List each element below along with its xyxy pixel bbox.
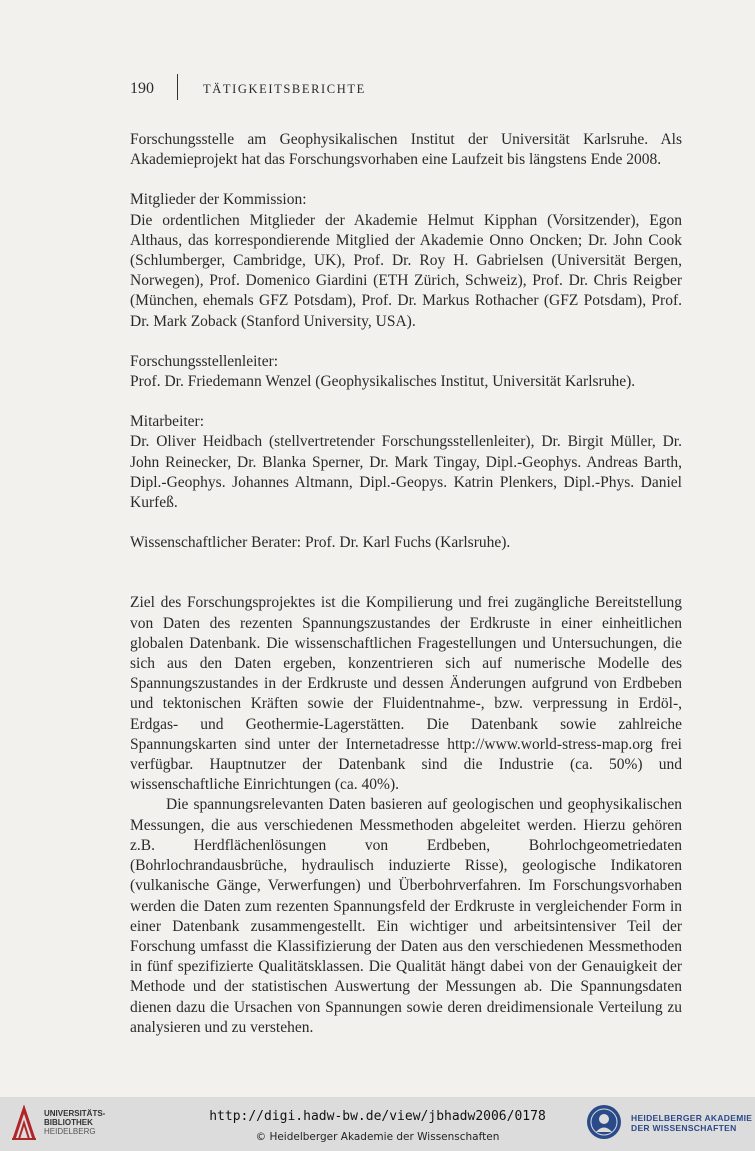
header-divider bbox=[177, 74, 178, 100]
leader-heading: Forschungsstellenleiter: bbox=[130, 352, 279, 370]
leader-text: Prof. Dr. Friedemann Wenzel (Geophysikalisches Institut, Universität Karlsruhe). bbox=[130, 373, 636, 391]
footer-bar bbox=[0, 1097, 755, 1151]
copyright-notice: © Heidelberger Akademie der Wissenschaften bbox=[255, 1131, 500, 1143]
staff-heading: Mitarbeiter: bbox=[130, 413, 205, 431]
running-title: TÄTIGKEITSBERICHTE bbox=[203, 82, 366, 96]
academy-name: HEIDELBERGER AKADEMIE DER WISSENSCHAFTEN bbox=[631, 1113, 753, 1133]
academy-seal-icon bbox=[585, 1103, 623, 1141]
page-header bbox=[130, 80, 690, 102]
intro-paragraph: Forschungsstelle am Geophysikalischen Institut der Universität Karlsruhe. Als Akademieprojekt hat das Forschungsvorhaben eine Laufzeit bis längstens Ende 2008. bbox=[130, 131, 682, 169]
members-text: Die ordentlichen Mitglieder der Akademie Helmut Kipphan (Vorsitzender), Egon Althaus, das korrespondierende Mitglied der Akademie Onno Oncken; Dr. John Cook (Schlumberger, Cambridge, UK), Prof. Dr. Roy H. Gabrielsen (Universität Bergen, Norwegen), Prof. Domenico Giardini (ETH Zürich, Schweiz), Prof. Dr. Chris Reigber (München, ehemals GFZ Potsdam), Prof. Dr. Markus Rothacher (GFZ Potsdam), Prof. Dr. Mark Zoback (Stanford University, USA). bbox=[130, 211, 682, 330]
body-paragraph-1: Ziel des Forschungsprojektes ist die Kompilierung und frei zugängliche Bereitstellung von Daten des rezenten Spannungszustandes der Erdkruste in einer einheitlichen globalen Datenbank. Die wissenschaftlichen Fragestellungen und Untersuchungen, die sich aus den Daten ergeben, konzentrieren sich auf numerische Modelle des Spannungszustandes in der Erdkruste und dessen Änderungen aufgrund von Erdbeben und tektonischen Kräften sowie der Fluidentnahme-, bzw. verpressung in Erdöl-, Erdgas- und Geothermie-Lagerstätten. Die Datenbank sowie zahlreiche Spannungskarten sind unter der Internetadresse http://www.world-stress-map.org frei verfügbar. Hauptnutzer der Datenbank sind die Industrie (ca. 50%) und wissenschaftliche Einrichtungen (ca. 40%). bbox=[130, 594, 682, 794]
page-number: 190 bbox=[130, 80, 154, 97]
permalink[interactable]: http://digi.hadw-bw.de/view/jbhadw2006/0178 bbox=[209, 1109, 546, 1124]
body-paragraph-2: Die spannungsrelevanten Daten basieren auf geologischen und geophysikalischen Messungen, die aus verschiedenen Messmethoden abgeleitet werden. Hierzu gehören z.B. Herdflächenlösungen von Erdbeben, Bohrlochgeometriedaten (Bohrlochrandausbrüche, hydraulisch induzierte Risse), geologische Indikatoren (vulkanische Gänge, Verwerfungen) und Überbohrverfahren. Im Forschungsvorhaben werden die Daten zum rezenten Spannungsfeld der Erdkruste in vergleichender Form in einer Datenbank zusammengestellt. Ein wichtiger und arbeitsintensiver Teil der Forschung umfasst die Klassifizierung der Daten aus den verschiedenen Messmethoden in fünf spezifizierte Qualitätsklassen. Die Qualität hängt dabei von der Genauigkeit der Methode und der statistischen Auswertung der Messungen ab. Die Spannungsdaten dienen dazu die Ursachen von Spannungen sowie deren dreidimensionale Verteilung zu analysieren und zu verstehen. bbox=[130, 796, 682, 1036]
members-heading: Mitglieder der Kommission: bbox=[130, 191, 307, 209]
library-name: UNIVERSITÄTS- BIBLIOTHEK HEIDELBERG bbox=[44, 1109, 106, 1136]
staff-text: Dr. Oliver Heidbach (stellvertretender Forschungsstellenleiter), Dr. Birgit Müller, Dr. John Reinecker, Dr. Blanka Sperner, Dr. Mark Tingay, Dipl.-Geophys. Andreas Barth, Dipl.-Geophys. Johannes Altmann, Dipl.-Geopys. Katrin Plenkers, Dipl.-Phys. Daniel Kurfeß. bbox=[130, 433, 682, 512]
page-content bbox=[130, 130, 682, 1038]
advisor-text: Wissenschaftlicher Berater: Prof. Dr. Karl Fuchs (Karlsruhe). bbox=[130, 534, 511, 552]
